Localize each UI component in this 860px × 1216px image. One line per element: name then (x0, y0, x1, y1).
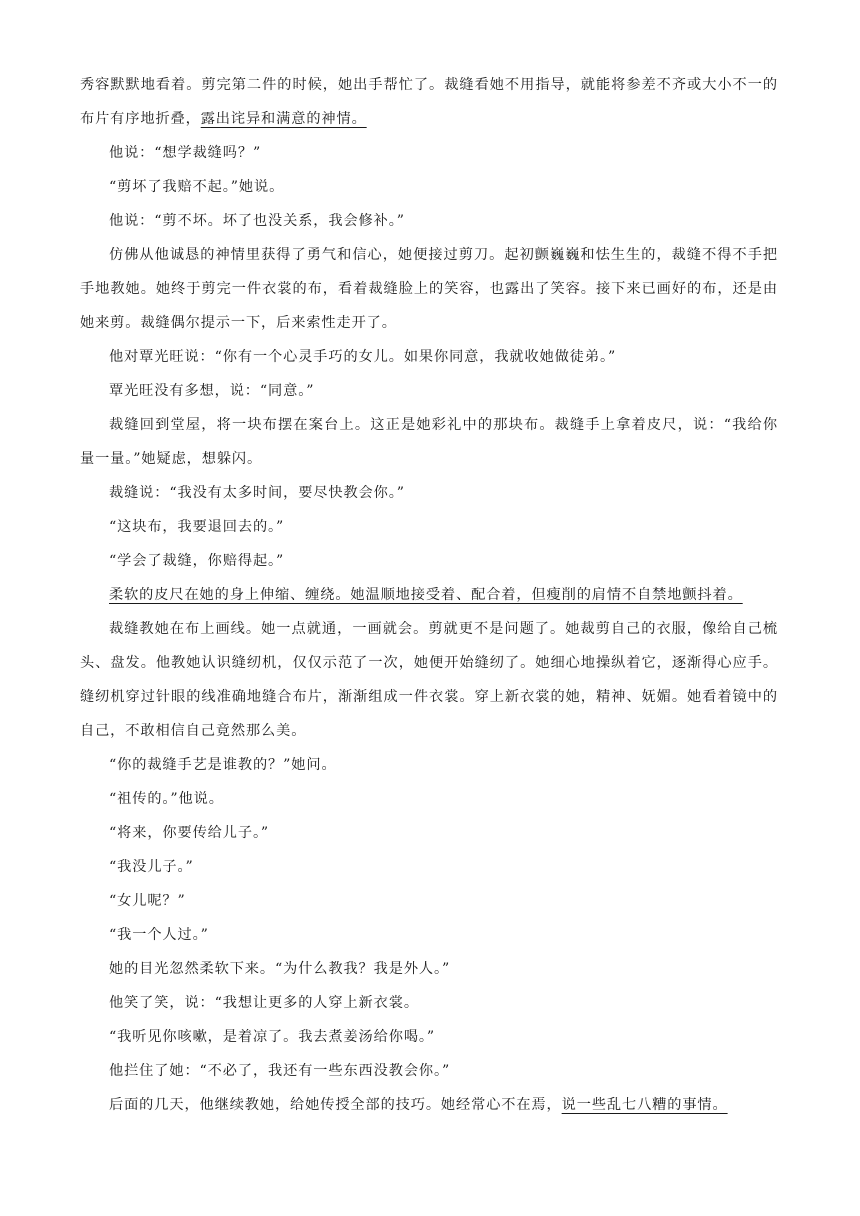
document-body (80, 68, 778, 1122)
text-segment: “学会了裁缝，你赔得起。” (109, 553, 285, 569)
text-segment: “这块布，我要退回去的。” (109, 519, 285, 535)
text-segment: 他说：“想学裁缝吗？” (109, 145, 262, 161)
paragraph (80, 476, 778, 510)
paragraph (80, 612, 778, 748)
paragraph (80, 884, 778, 918)
text-segment: 裁缝回到堂屋，将一块布摆在案台上。这正是她彩礼中的那块布。裁缝手上拿着皮尺，说：“我给你量一量。”她疑虑，想躲闪。 (80, 417, 778, 467)
text-segment: 覃光旺没有多想，说：“同意。” (109, 383, 315, 399)
text-segment: “你的裁缝手艺是谁教的？”她问。 (109, 757, 337, 773)
text-segment: “我听见你咳嗽，是着凉了。我去煮姜汤给你喝。” (109, 1029, 436, 1045)
paragraph (80, 748, 778, 782)
paragraph (80, 782, 778, 816)
text-segment: “将来，你要传给儿子。” (109, 825, 270, 841)
underlined-text: 说一些乱七八糟的事情。 (561, 1097, 728, 1113)
paragraph (80, 1088, 778, 1122)
text-segment: “女儿呢？” (109, 893, 186, 909)
text-segment: 后面的几天，他继续教她，给她传授全部的技巧。她经常心不在焉， (109, 1097, 562, 1113)
paragraph (80, 816, 778, 850)
paragraph (80, 374, 778, 408)
paragraph (80, 1020, 778, 1054)
underlined-text: 柔软的皮尺在她的身上伸缩、缠绕。她温顺地接受着、配合着，但瘦削的肩情不自禁地颤抖着。 (109, 587, 743, 603)
paragraph (80, 952, 778, 986)
text-segment: 她的目光忽然柔软下来。“为什么教我？我是外人。” (109, 961, 451, 977)
paragraph (80, 1054, 778, 1088)
text-segment: “我一个人过。” (109, 927, 209, 943)
paragraph (80, 340, 778, 374)
paragraph (80, 204, 778, 238)
paragraph (80, 578, 778, 612)
paragraph (80, 170, 778, 204)
paragraph (80, 510, 778, 544)
text-segment: 他拦住了她：“不必了，我还有一些东西没教会你。” (109, 1063, 451, 1079)
paragraph (80, 986, 778, 1020)
text-segment: 仿佛从他诚恳的神情里获得了勇气和信心，她便接过剪刀。起初颤巍巍和怯生生的，裁缝不得不手把手地教她。她终于剪完一件衣裳的布，看着裁缝脸上的笑容，也露出了笑容。接下来已画好的布，还是由她来剪。裁缝偶尔提示一下，后来索性走开了。 (80, 247, 778, 331)
paragraph (80, 918, 778, 952)
text-segment: “祖传的。”他说。 (109, 791, 224, 807)
text-segment: 他说：“剪不坏。坏了也没关系，我会修补。” (109, 213, 405, 229)
text-segment: 秀容默默地看着。剪完第二件的时候，她出手帮忙了。裁缝看她不用指导，就能将参差不齐或大小不一的布片有序地折叠， (80, 77, 778, 127)
text-segment: 裁缝教她在布上画线。她一点就通，一画就会。剪就更不是问题了。她裁剪自己的衣服，像给自己梳头、盘发。他教她认识缝纫机，仅仅示范了一次，她便开始缝纫了。她细心地操纵着它，逐渐得心应手。缝纫机穿过针眼的线准确地缝合布片，渐渐组成一件衣裳。穿上新衣裳的她，精神、妩媚。她看着镜中的自己，不敢相信自己竟然那么美。 (80, 621, 778, 739)
text-segment: 裁缝说：“我没有太多时间，要尽快教会你。” (109, 485, 405, 501)
paragraph (80, 136, 778, 170)
text-segment: 他笑了笑，说：“我想让更多的人穿上新衣裳。 (109, 995, 419, 1011)
paragraph (80, 408, 778, 476)
paragraph (80, 544, 778, 578)
underlined-text: 露出诧异和满意的神情。 (200, 111, 367, 127)
text-segment: 他对覃光旺说：“你有一个心灵手巧的女儿。如果你同意，我就收她做徒弟。” (109, 349, 617, 365)
text-segment: “我没儿子。” (109, 859, 194, 875)
paragraph (80, 238, 778, 340)
text-segment: “剪坏了我赔不起。”她说。 (109, 179, 285, 195)
paragraph (80, 68, 778, 136)
paragraph (80, 850, 778, 884)
